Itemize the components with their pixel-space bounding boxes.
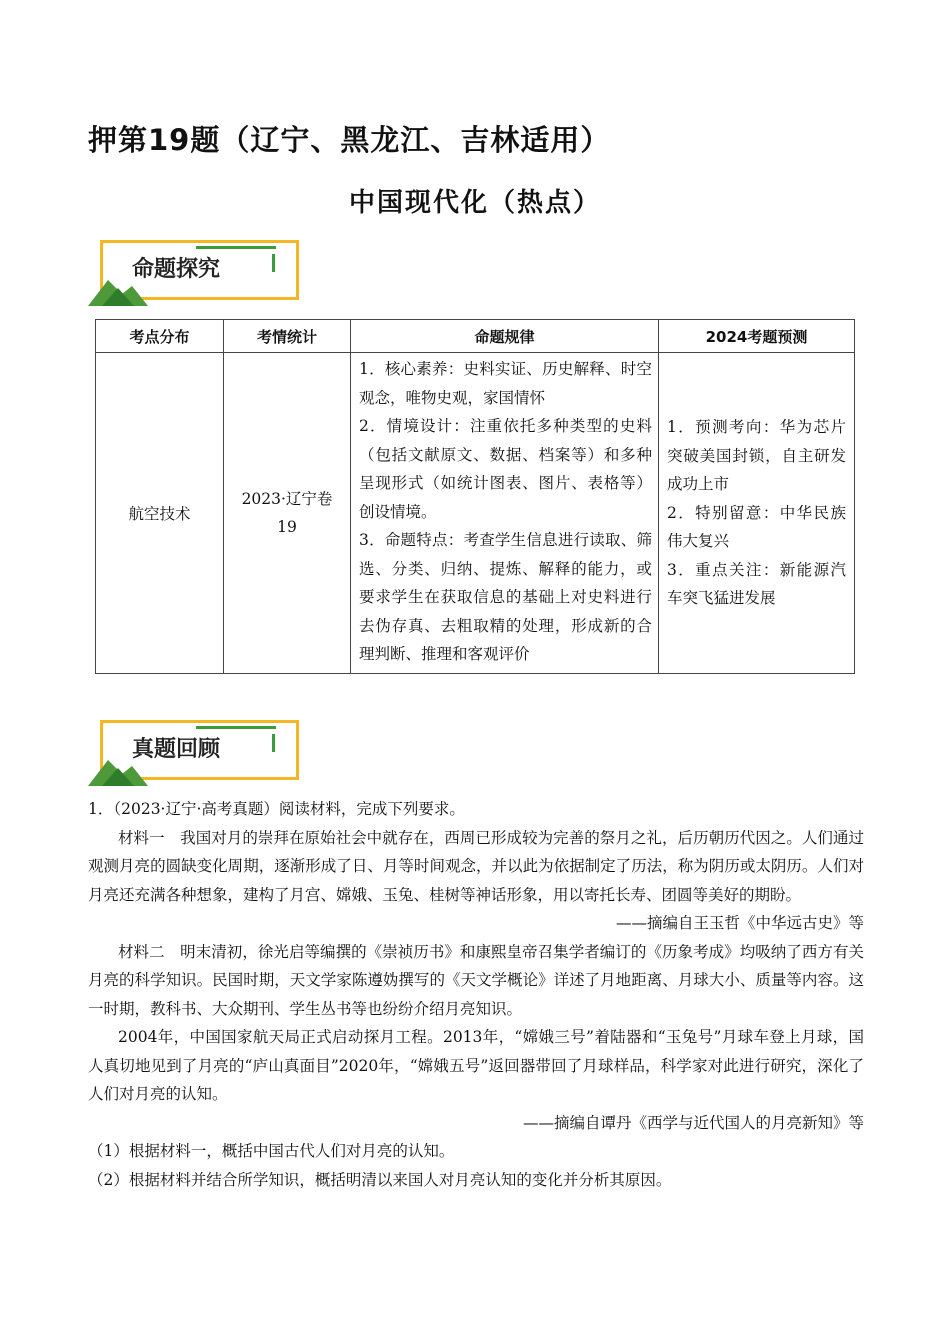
rule-item: 1．核心素养：史料实证、历史解释、时空观念，唯物史观，家国情怀 — [359, 360, 652, 407]
badge-accent-tick — [272, 254, 275, 272]
page-title: 押第19题（辽宁、黑龙江、吉林适用） — [88, 123, 611, 157]
prediction-cell — [659, 353, 855, 674]
exam-analysis-table — [95, 319, 855, 674]
section-label: 真题回顾 — [132, 737, 221, 762]
stats-line: 2023·辽宁卷 — [241, 489, 333, 508]
prediction-item: 1．预测考向：华为芯片突破美国封锁，自主研发成功上市 — [667, 418, 846, 493]
stats-cell — [224, 353, 351, 674]
column-header: 考情统计 — [224, 320, 351, 353]
badge-accent-tick — [272, 734, 275, 752]
column-header: 考点分布 — [96, 320, 224, 353]
material-two: 材料二 明末清初，徐光启等编撰的《崇祯历书》和康熙皇帝召集学者编订的《历象考成》均吸纳了西方有关月亮的科学知识。民国时期，天文学家陈遵妫撰写的《天文学概论》详述了月地距离、月球大小、质量等内容。这一时期，教科书、大众期刊、学生丛书等也纷纷介绍月亮知识。 — [88, 942, 864, 1018]
section-badge-exploration — [88, 240, 300, 306]
question-block — [88, 795, 864, 1194]
topic-cell: 航空技术 — [96, 353, 224, 674]
material-one: 材料一 我国对月的崇拜在原始社会中就存在，西周已形成较为完善的祭月之礼，后历朝历代因之。人们通过观测月亮的圆缺变化周期，逐渐形成了日、月等时间观念，并以此为依据制定了历法，称为阴历或太阴历。人们对月亮还充满各种想象，建构了月宫、嫦娥、玉兔、桂树等神话形象，用以寄托长寿、团圆等美好的期盼。 — [88, 828, 864, 904]
column-header: 命题规律 — [351, 320, 659, 353]
rule-item: 2．情境设计：注重依托多种类型的史料（包括文献原文、数据、档案等）和多种呈现形式（如统计图表、图片、表格等）创设情境。 — [359, 417, 652, 521]
rule-item: 3．命题特点：考查学生信息进行读取、筛选、分类、归纳、提炼、解释的能力，或要求学生在获取信息的基础上对史料进行去伪存真、去粗取精的处理，形成新的合理判断、推理和客观评价 — [359, 531, 652, 663]
material-one-source: ——摘编自王玉哲《中华远古史》等 — [615, 914, 864, 932]
material-two-source: ——摘编自谭丹《西学与近代国人的月亮新知》等 — [522, 1113, 864, 1132]
sub-question-1: （1）根据材料一，概括中国古代人们对月亮的认知。 — [88, 1142, 455, 1160]
prediction-item: 2．特别留意：中华民族伟大复兴 — [667, 503, 846, 550]
section-label: 命题探究 — [132, 257, 221, 282]
stats-line: 19 — [277, 517, 297, 536]
question-stem: 1．（2023·辽宁·高考真题）阅读材料，完成下列要求。 — [88, 800, 465, 818]
section-badge-review — [88, 720, 300, 786]
prediction-item: 3．重点关注：新能源汽车突飞猛进发展 — [667, 560, 846, 607]
badge-accent-bar — [196, 246, 276, 249]
badge-accent-bar — [196, 726, 276, 729]
column-header: 2024考题预测 — [659, 320, 855, 353]
sub-question-2: （2）根据材料并结合所学知识，概括明清以来国人对月亮认知的变化并分析其原因。 — [88, 1170, 672, 1189]
rules-cell — [351, 353, 659, 674]
table-row — [96, 353, 855, 674]
material-two-continued: 2004年，中国国家航天局正式启动探月工程。2013年，“嫦娥三号”着陆器和“玉兔号”月球车登上月球，国人真切地见到了月亮的“庐山真面目”2020年，“嫦娥五号”返回器带回了月球样品，科学家对此进行研究，深化了人们对月亮的认知。 — [88, 1028, 864, 1103]
page-subtitle: 中国现代化（热点） — [348, 188, 601, 218]
table-header-row — [96, 320, 855, 353]
